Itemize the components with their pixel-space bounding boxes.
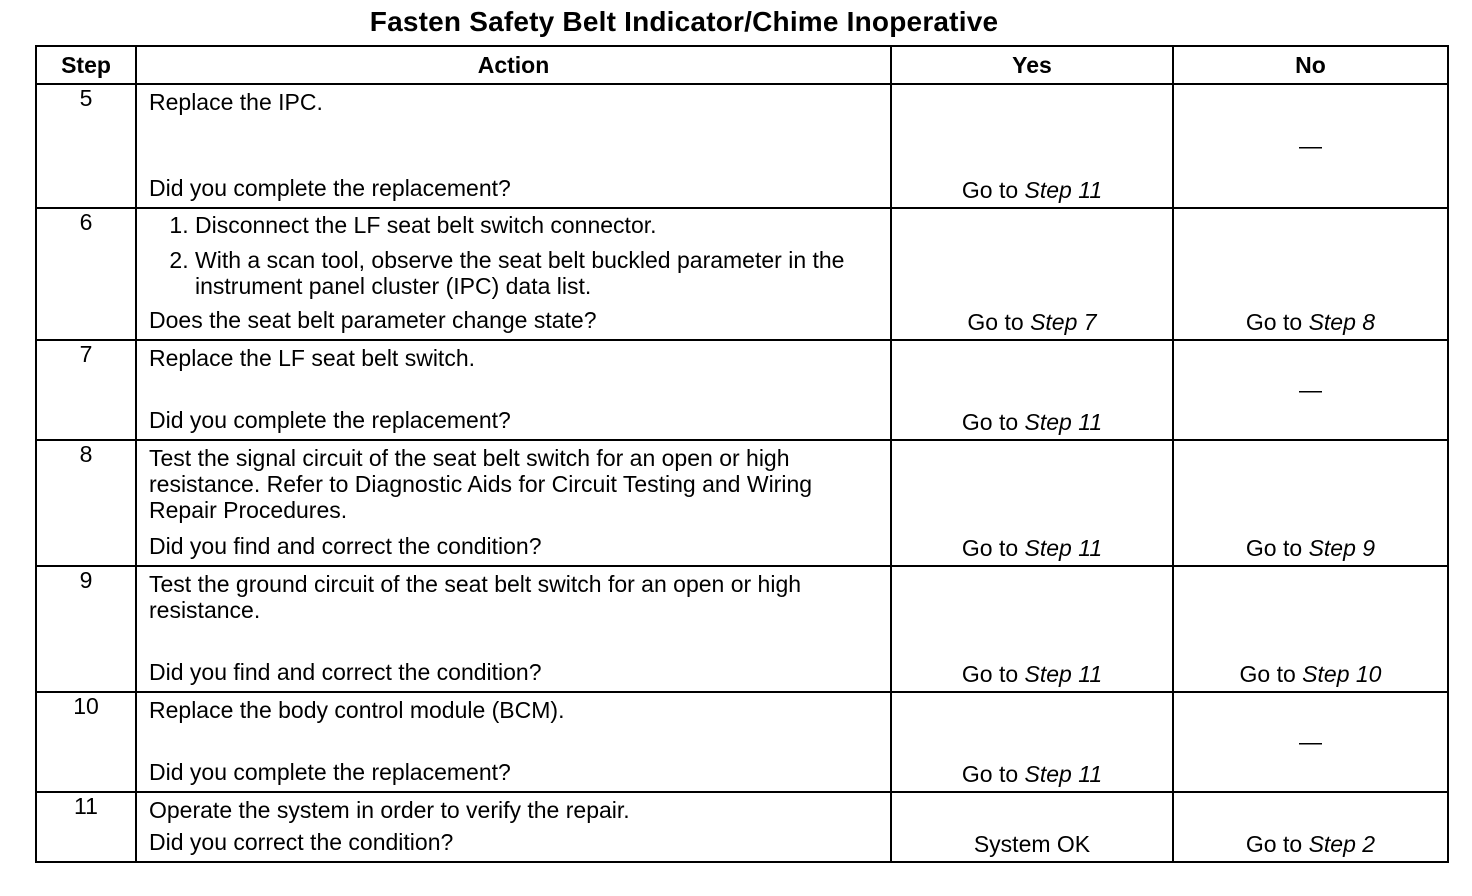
list-item: 2. With a scan tool, observe the seat belt buckled parameter in the instrument panel cluster (IPC) data list. — [195, 247, 878, 299]
instruction-list — [137, 212, 878, 299]
step-reference: Step 11 — [1024, 177, 1103, 203]
no-cell — [1173, 440, 1448, 566]
instruction-list-block — [137, 212, 878, 299]
go-to-label: Go to — [1245, 309, 1309, 335]
yes-cell — [891, 792, 1173, 862]
yes-cell — [891, 208, 1173, 340]
diagnostic-table — [35, 45, 1449, 863]
step-reference: Step 7 — [1030, 309, 1097, 335]
no-result-dash: — — [1299, 376, 1322, 403]
table-row — [36, 566, 1448, 692]
go-to-label: Go to — [961, 177, 1025, 203]
list-item: 1. Disconnect the LF seat belt switch connector. — [195, 212, 878, 238]
yes-result — [892, 409, 1172, 435]
table-row — [36, 792, 1448, 862]
go-to-label: Go to — [1245, 535, 1309, 561]
no-result-dash: — — [1299, 132, 1322, 159]
action-cell — [136, 208, 891, 340]
header-step: Step — [36, 46, 136, 84]
step-number: 5 — [36, 84, 136, 208]
table-row — [36, 208, 1448, 340]
go-to-label: Go to — [967, 309, 1031, 335]
action-cell — [136, 692, 891, 792]
table-row — [36, 340, 1448, 440]
yes-result — [892, 761, 1172, 787]
action-cell — [136, 84, 891, 208]
yes-result — [892, 309, 1172, 335]
no-result — [1174, 309, 1447, 335]
no-result — [1174, 661, 1447, 687]
no-result — [1174, 831, 1447, 857]
instruction-text: Test the ground circuit of the seat belt switch for an open or high resistance. — [149, 571, 802, 623]
instruction-text: Operate the system in order to verify the repair. — [149, 797, 630, 823]
table-row — [36, 692, 1448, 792]
step-number: 9 — [36, 566, 136, 692]
question-text: Does the seat belt parameter change state? — [149, 307, 597, 333]
no-cell — [1173, 566, 1448, 692]
go-to-label: Go to — [961, 761, 1025, 787]
no-cell — [1173, 84, 1448, 208]
header-yes: Yes — [891, 46, 1173, 84]
instruction-text: Replace the body control module (BCM). — [149, 697, 565, 723]
go-to-label: Go to — [1239, 661, 1303, 687]
question-text: Did you complete the replacement? — [149, 759, 511, 785]
step-number: 10 — [36, 692, 136, 792]
no-cell — [1173, 208, 1448, 340]
step-reference: Step 8 — [1308, 309, 1376, 335]
step-number: 11 — [36, 792, 136, 862]
instruction-text: Test the signal circuit of the seat belt switch for an open or high resistance. Refer to Diagnostic Aids for Circuit Testing and Wiring Repair Procedures. — [149, 445, 813, 523]
no-result — [1174, 535, 1447, 561]
yes-cell — [891, 440, 1173, 566]
table-header-row — [36, 46, 1448, 84]
go-to-label: Go to — [961, 661, 1025, 687]
step-reference: Step 11 — [1024, 661, 1103, 687]
action-cell — [136, 340, 891, 440]
step-number: 8 — [36, 440, 136, 566]
yes-cell — [891, 340, 1173, 440]
yes-result: System OK — [973, 831, 1091, 857]
yes-result — [892, 661, 1172, 687]
question-text: Did you correct the condition? — [149, 829, 454, 855]
action-cell — [136, 440, 891, 566]
step-reference: Step 11 — [1024, 761, 1103, 787]
header-no: No — [1173, 46, 1448, 84]
step-reference: Step 10 — [1302, 661, 1382, 687]
page-title: Fasten Safety Belt Indicator/Chime Inoperative — [369, 6, 999, 37]
question-text: Did you complete the replacement? — [149, 175, 511, 201]
instruction-text: Replace the IPC. — [149, 89, 323, 115]
table-row — [36, 440, 1448, 566]
question-text: Did you find and correct the condition? — [149, 533, 542, 559]
yes-cell — [891, 84, 1173, 208]
no-cell — [1173, 340, 1448, 440]
question-text: Did you find and correct the condition? — [149, 659, 542, 685]
step-reference: Step 11 — [1024, 535, 1103, 561]
instruction-text: Replace the LF seat belt switch. — [149, 345, 475, 371]
go-to-label: Go to — [961, 535, 1025, 561]
question-text: Did you complete the replacement? — [149, 407, 511, 433]
yes-cell — [891, 566, 1173, 692]
step-number: 7 — [36, 340, 136, 440]
step-number: 6 — [36, 208, 136, 340]
go-to-label: Go to — [961, 409, 1025, 435]
table-row — [36, 84, 1448, 208]
header-action: Action — [136, 46, 891, 84]
step-reference: Step 11 — [1024, 409, 1103, 435]
step-reference: Step 2 — [1308, 831, 1376, 857]
yes-cell — [891, 692, 1173, 792]
no-cell — [1173, 792, 1448, 862]
yes-result — [892, 535, 1172, 561]
yes-result — [892, 177, 1172, 203]
no-result-dash: — — [1299, 728, 1322, 755]
no-cell — [1173, 692, 1448, 792]
go-to-label: Go to — [1245, 831, 1309, 857]
action-cell — [136, 566, 891, 692]
step-reference: Step 9 — [1308, 535, 1376, 561]
action-cell — [136, 792, 891, 862]
